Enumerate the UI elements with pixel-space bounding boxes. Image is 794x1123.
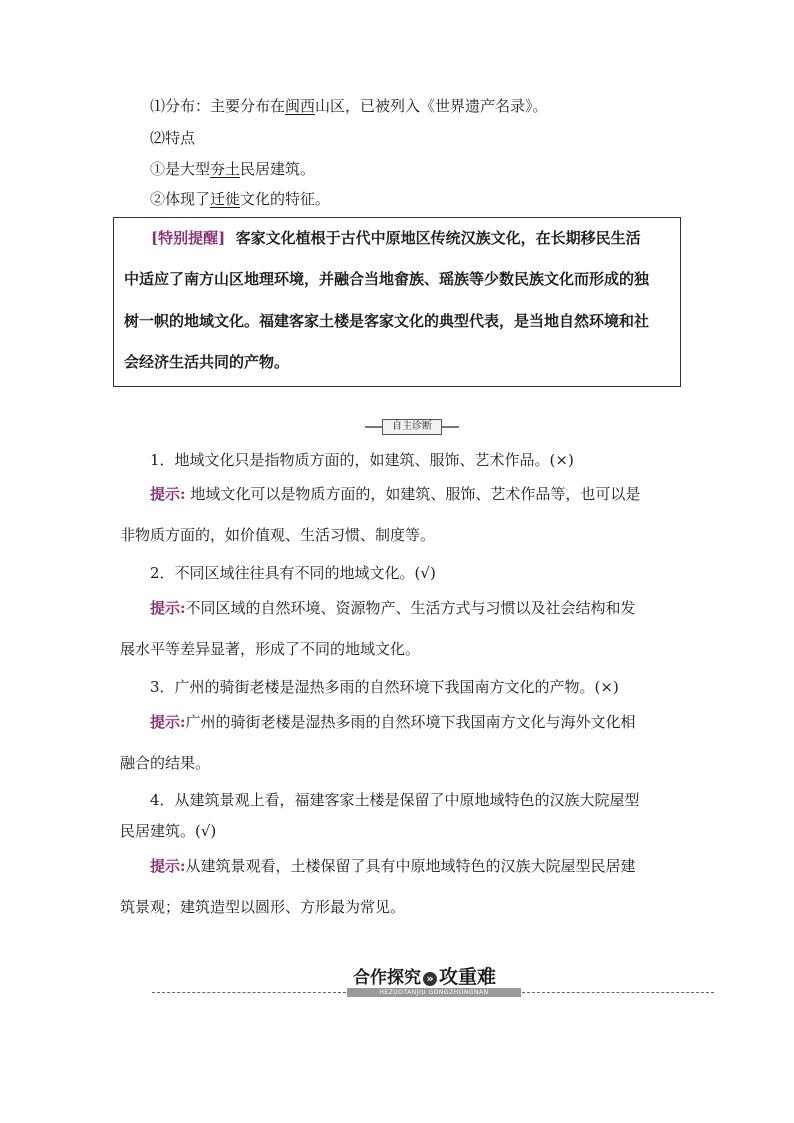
question-2: 2．不同区域往往具有不同的地域文化。(√)	[150, 564, 436, 582]
reminder-line-2: 中适应了南方山区地理环境，并融合当地畲族、瑶族等少数民族文化而形成的独	[124, 270, 650, 288]
feature-1-pre: ①是大型	[150, 160, 211, 178]
section-divider-left	[152, 992, 346, 993]
hint-3-label: 提示:	[150, 713, 186, 731]
hint-2-line-2: 展水平等差异显著，形成了不同的地域文化。	[120, 640, 421, 658]
section-pinyin: HEZUOTANJIU GONGZHONGNAN	[347, 988, 521, 997]
reminder-tag: [特别提醒]	[151, 229, 226, 247]
hint-1-line-2: 非物质方面的，如价值观、生活习惯、制度等。	[120, 526, 436, 544]
hint-1-label: 提示:	[150, 485, 186, 503]
feature-1-mark: 夯土	[210, 160, 241, 178]
question-4-line-2: 民居建筑。(√)	[120, 822, 217, 840]
section-divider-right	[522, 992, 714, 993]
section-title-left: 合作探究	[353, 968, 421, 988]
feature-1	[150, 159, 315, 179]
reminder-line-3: 树一帜的地域文化。福建客家土楼是客家文化的典型代表，是当地自然环境和社	[124, 312, 650, 330]
self-check-rule-right	[442, 426, 459, 428]
distribution-label: ⑴分布：主要分布在	[150, 97, 286, 115]
hint-4-text-1: 从建筑景观看，土楼保留了具有中原地域特色的汉族大院屋型民居建	[185, 857, 636, 875]
distribution-place: 闽西	[285, 97, 316, 115]
hint-2-line-1	[150, 598, 636, 618]
features-heading: ⑵特点	[150, 129, 196, 147]
self-check-title: 自主诊断	[382, 419, 442, 435]
question-4-line-1: 4．从建筑景观上看，福建客家土楼是保留了中原地域特色的汉族大院屋型	[150, 791, 640, 809]
hint-2-text-1: 不同区域的自然环境、资源物产、生活方式与习惯以及社会结构和发	[185, 599, 636, 617]
hint-1-line-1	[150, 484, 640, 504]
self-check-rule-left	[365, 426, 382, 428]
feature-2-mark: 迁徙	[210, 190, 241, 208]
reminder-text-1: 客家文化植根于古代中原地区传统汉族文化，在长期移民生活	[235, 229, 641, 247]
special-reminder-box	[113, 217, 681, 387]
feature-1-post: 民居建筑。	[240, 160, 316, 178]
hint-3-text-1: 广州的骑街老楼是湿热多雨的自然环境下我国南方文化与海外文化相	[185, 713, 636, 731]
hint-4-line-2: 筑景观；建筑造型以圆形、方形最为常见。	[120, 898, 406, 916]
hint-2-label: 提示:	[150, 599, 186, 617]
section-arrow-icon: »	[423, 972, 437, 986]
distribution-rest: 山区，已被列入《世界遗产名录》。	[315, 97, 548, 115]
reminder-line-4: 会经济生活共同的产物。	[124, 353, 290, 371]
feature-2-pre: ②体现了	[150, 190, 211, 208]
question-3: 3．广州的骑街老楼是湿热多雨的自然环境下我国南方文化的产物。(×)	[150, 678, 619, 696]
reminder-line-1	[151, 228, 641, 248]
feature-2-post: 文化的特征。	[240, 190, 331, 208]
question-1: 1．地域文化只是指物质方面的，如建筑、服饰、艺术作品。(×)	[150, 451, 574, 469]
hint-3-line-2: 融合的结果。	[120, 754, 211, 772]
hint-4-label: 提示:	[150, 857, 186, 875]
hint-3-line-1	[150, 712, 636, 732]
self-check-label	[365, 419, 459, 435]
hint-4-line-1	[150, 856, 636, 876]
distribution-line	[150, 96, 548, 116]
section-title-right: 攻重难	[439, 966, 497, 988]
section-title	[353, 966, 496, 989]
feature-2	[150, 189, 330, 209]
hint-1-text-1: 地域文化可以是物质方面的，如建筑、服饰、艺术作品等，也可以是	[190, 485, 641, 503]
